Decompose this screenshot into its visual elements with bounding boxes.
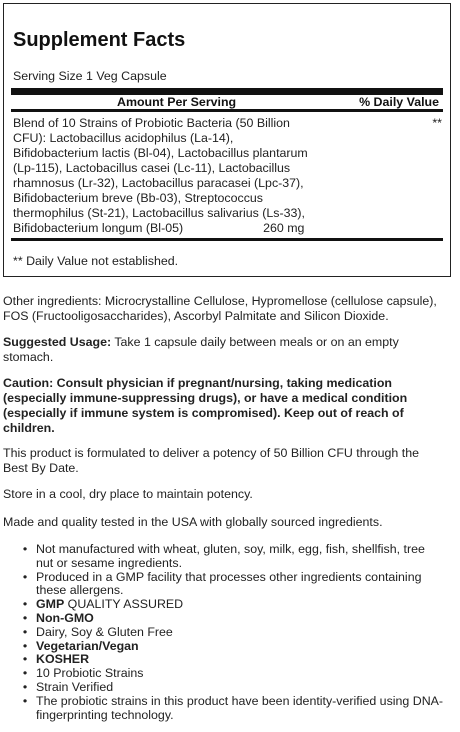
blend-line: rhamnosus (Lr-32), Lactobacillus paracasei (Lpc-37),	[13, 176, 304, 190]
made-in-usa-statement: Made and quality tested in the USA with globally sourced ingredients.	[3, 515, 383, 529]
list-item: • GMP QUALITY ASSURED	[22, 597, 184, 612]
caution-line: Caution: Consult physician if pregnant/nursing, taking medication	[3, 376, 392, 390]
potency-statement	[3, 446, 455, 476]
bullet-icon: •	[22, 679, 28, 694]
potency-line: This product is formulated to deliver a potency of 50 Billion CFU through the	[3, 446, 419, 460]
blend-line: (Lp-115), Lactobacillus casei (Lc-11), Lactobacillus	[13, 161, 291, 175]
daily-value-header: % Daily Value	[359, 95, 439, 109]
divider	[11, 238, 443, 241]
usage-text: stomach.	[3, 350, 54, 364]
bullet-icon: •	[22, 569, 28, 584]
bullet-icon: •	[22, 693, 28, 708]
bullet-icon: •	[22, 624, 28, 639]
list-item: • Strain Verified	[22, 679, 114, 694]
daily-value-footnote: ** Daily Value not established.	[13, 254, 179, 268]
list-item: • Non-GMO	[22, 610, 94, 625]
caution-line: (especially if immune system is compromised). Keep out of reach of	[3, 406, 404, 420]
usage-label: Suggested Usage:	[3, 335, 112, 349]
blend-line-last	[13, 221, 373, 236]
supplement-facts-panel	[3, 3, 451, 277]
caution-line: (especially immune-suppressing drugs), or have a medical condition	[3, 391, 408, 405]
amount-per-serving-header: Amount Per Serving	[117, 95, 237, 109]
other-ingredients	[3, 294, 455, 324]
blend-line: Blend of 10 Strains of Probiotic Bacteria (50 Billion	[13, 116, 290, 130]
list-item: • 10 Probiotic Strains	[22, 666, 144, 681]
blend-amount: 260 mg	[263, 221, 305, 235]
list-item: • KOSHER	[22, 652, 90, 667]
list-item: • Not manufactured with wheat, gluten, soy, milk, egg, fish, shellfish, tree nut or sesame ingredients.	[22, 542, 425, 570]
other-ingredients-line: Other ingredients: Microcrystalline Cellulose, Hypromellose (cellulose capsule),	[3, 294, 437, 308]
caution-warning	[3, 376, 455, 436]
suggested-usage	[3, 335, 455, 365]
probiotic-blend	[13, 116, 373, 236]
blend-strain: Bifidobacterium longum (Bl-05)	[13, 221, 184, 235]
blend-line: CFU): Lactobacillus acidophilus (La-14),	[13, 131, 234, 145]
list-item: • Produced in a GMP facility that processes other ingredients containing these allergens.	[22, 569, 422, 598]
feature-list	[3, 543, 453, 722]
blend-daily-value: **	[432, 116, 442, 130]
bullet-icon: •	[22, 610, 28, 625]
bullet-icon: •	[22, 542, 28, 556]
list-item: • Vegetarian/Vegan	[22, 638, 139, 653]
list-item: • The probiotic strains in this product have been identity-verified using DNA- fingerprinting technology.	[22, 693, 444, 722]
bullet-icon: •	[22, 638, 28, 653]
bullet-icon: •	[22, 597, 28, 612]
other-ingredients-line: FOS (Fructooligosaccharides), Ascorbyl Palmitate and Silicon Dioxide.	[3, 309, 389, 323]
blend-line: thermophilus (St-21), Lactobacillus salivarius (Ls-33),	[13, 206, 305, 220]
storage-statement: Store in a cool, dry place to maintain potency.	[3, 487, 253, 501]
usage-text: Take 1 capsule daily between meals or on an empty	[111, 335, 399, 349]
bullet-icon: •	[22, 666, 28, 681]
blend-line: Bifidobacterium lactis (Bl-04), Lactobacillus plantarum	[13, 146, 308, 160]
caution-line: children.	[3, 421, 55, 435]
list-item: • Dairy, Soy & Gluten Free	[22, 624, 173, 639]
bullet-icon: •	[22, 652, 28, 667]
facts-header-row	[11, 88, 443, 112]
blend-line: Bifidobacterium breve (Bb-03), Streptococcus	[13, 191, 263, 205]
serving-size: Serving Size 1 Veg Capsule	[13, 69, 167, 83]
potency-line: Best By Date.	[3, 461, 79, 475]
panel-title: Supplement Facts	[13, 29, 186, 51]
